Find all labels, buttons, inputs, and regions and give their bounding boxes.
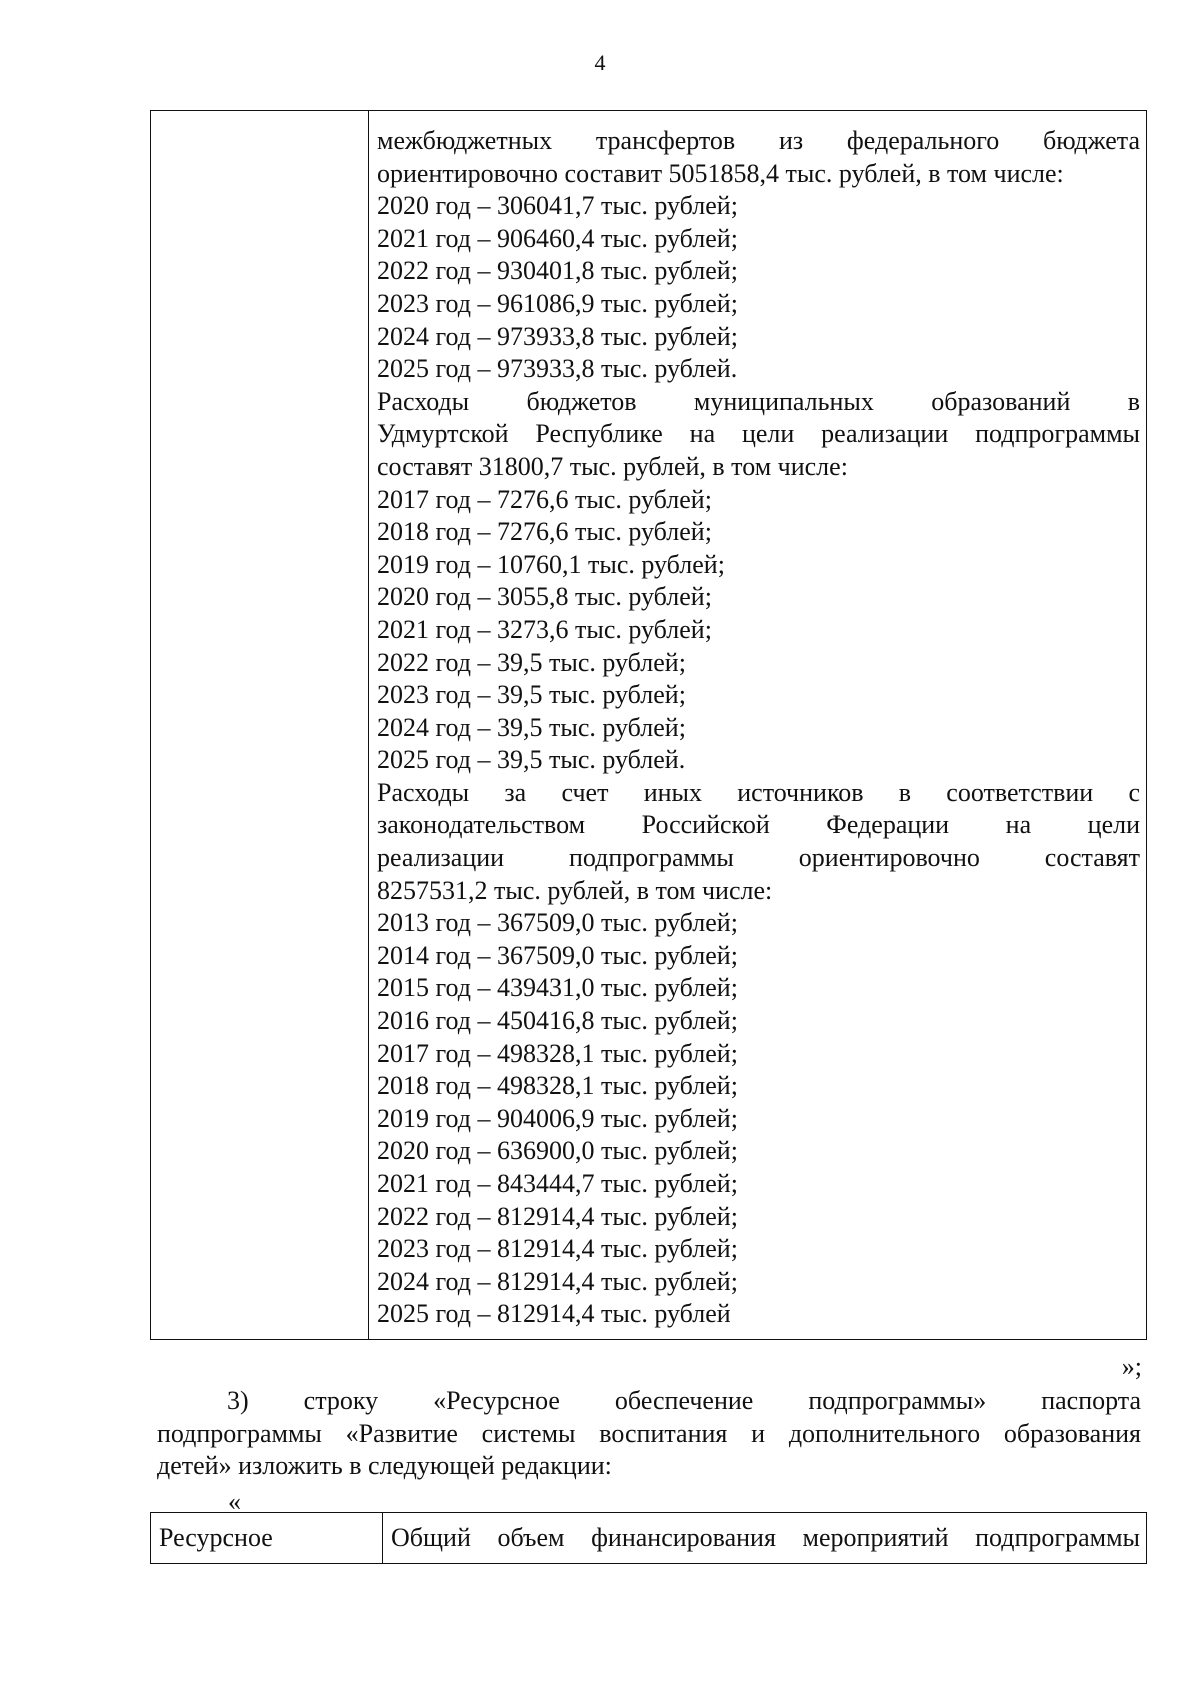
funding-line: 2022 год – 812914,4 тыс. рублей; (377, 1201, 738, 1231)
funding-line: 2015 год – 439431,0 тыс. рублей; (377, 973, 738, 1003)
resources-table-continued (150, 110, 1147, 1340)
funding-line: 2023 год – 961086,9 тыс. рублей; (377, 288, 738, 318)
funding-line: 2021 год – 3273,6 тыс. рублей; (377, 614, 712, 644)
funding-line: 2018 год – 7276,6 тыс. рублей; (377, 517, 712, 547)
funding-line: 2019 год – 904006,9 тыс. рублей; (377, 1103, 738, 1133)
funding-line: 2022 год – 39,5 тыс. рублей; (377, 647, 686, 677)
table-row (151, 1513, 1147, 1564)
funding-line: 2024 год – 973933,8 тыс. рублей; (377, 321, 738, 351)
funding-line: 2023 год – 812914,4 тыс. рублей; (377, 1234, 738, 1264)
table-row (151, 111, 1147, 1340)
funding-line: составят 31800,7 тыс. рублей, в том числе: (377, 451, 848, 481)
table-right-cell (369, 111, 1147, 1340)
page-number: 4 (594, 50, 606, 75)
funding-line: 2024 год – 812914,4 тыс. рублей; (377, 1266, 738, 1296)
funding-line: 2020 год – 636900,0 тыс. рублей; (377, 1136, 738, 1166)
funding-line: 2013 год – 367509,0 тыс. рублей; (377, 908, 738, 938)
funding-line: 2021 год – 906460,4 тыс. рублей; (377, 223, 738, 253)
funding-line: 2014 год – 367509,0 тыс. рублей; (377, 940, 738, 970)
paragraph-line: 3) строку «Ресурсное обеспечение подпрограммы» паспорта (227, 1386, 1141, 1415)
funding-line: 2024 год – 39,5 тыс. рублей; (377, 712, 686, 742)
paragraph-3 (157, 1385, 1141, 1483)
funding-line: Удмуртской Республике на цели реализации подпрограммы (377, 419, 1140, 449)
resources-table-new (150, 1512, 1147, 1564)
funding-line: 2025 год – 812914,4 тыс. рублей (377, 1299, 731, 1329)
funding-line: межбюджетных трансфертов из федерального бюджета (377, 126, 1140, 155)
funding-line: 2020 год – 3055,8 тыс. рублей; (377, 582, 712, 612)
funding-line: 2025 год – 973933,8 тыс. рублей. (377, 354, 738, 384)
funding-line: реализации подпрограммы ориентировочно составят (377, 843, 1140, 873)
funding-line: законодательством Российской Федерации на цели (377, 810, 1140, 840)
paragraph-line: подпрограммы «Развитие системы воспитания и дополнительного образования (157, 1418, 1141, 1448)
table-left-cell: Ресурсное (151, 1513, 383, 1564)
funding-line: 2016 год – 450416,8 тыс. рублей; (377, 1006, 738, 1036)
table-left-cell (151, 111, 369, 1340)
funding-line: 2019 год – 10760,1 тыс. рублей; (377, 549, 725, 579)
funding-line: 2023 год – 39,5 тыс. рублей; (377, 680, 686, 710)
table-right-cell (383, 1513, 1147, 1564)
funding-line: Расходы бюджетов муниципальных образований в (377, 386, 1140, 416)
table-right-text: Общий объем финансирования мероприятий подпрограммы (391, 1523, 1140, 1552)
funding-line: 2021 год – 843444,7 тыс. рублей; (377, 1169, 738, 1198)
funding-line: ориентировочно составит 5051858,4 тыс. рублей, в том числе: (377, 158, 1064, 188)
opening-quote: « (228, 1487, 241, 1516)
funding-line: 8257531,2 тыс. рублей, в том числе: (377, 875, 773, 905)
funding-line: 2022 год – 930401,8 тыс. рублей; (377, 256, 738, 286)
closing-quote: »; (1121, 1352, 1142, 1381)
funding-line: 2018 год – 498328,1 тыс. рублей; (377, 1071, 738, 1101)
funding-line: 2017 год – 7276,6 тыс. рублей; (377, 484, 712, 514)
funding-lines (369, 125, 1146, 1331)
paragraph-line: детей» изложить в следующей редакции: (157, 1451, 612, 1481)
funding-line: 2017 год – 498328,1 тыс. рублей; (377, 1038, 738, 1068)
funding-line: 2020 год – 306041,7 тыс. рублей; (377, 191, 738, 221)
funding-line: Расходы за счет иных источников в соответствии с (377, 777, 1140, 807)
funding-line: 2025 год – 39,5 тыс. рублей. (377, 745, 686, 775)
